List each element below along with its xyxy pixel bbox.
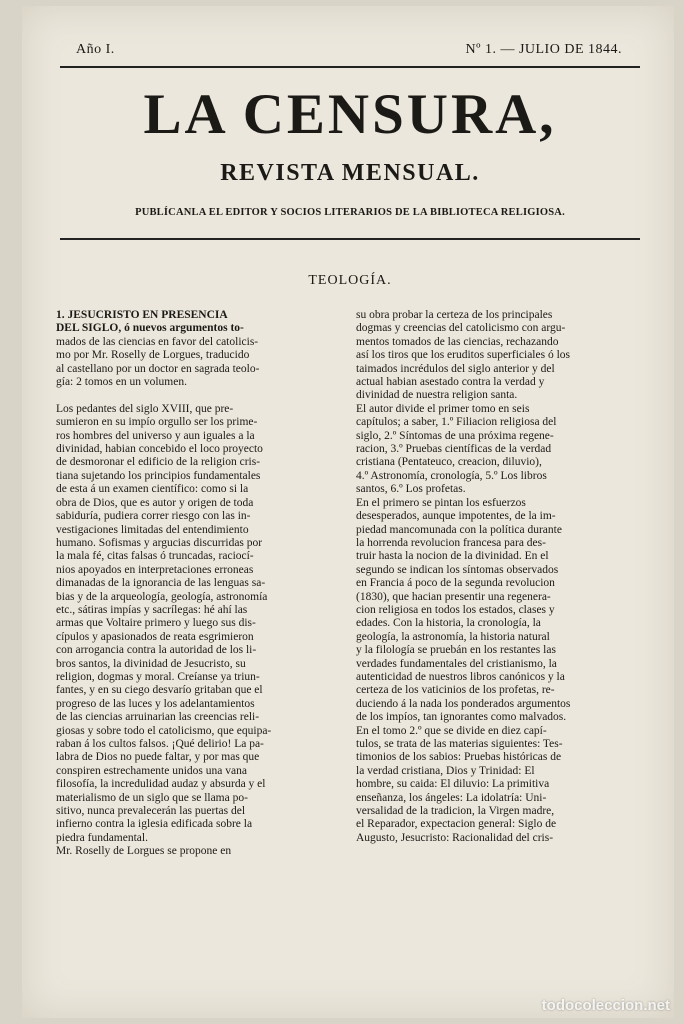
article-line: divinidad de nuestra religion santa.: [356, 389, 518, 402]
article-line: taimados incrédulos del siglo anterior y del: [356, 362, 555, 375]
article-line: certeza de los vaticinios de los profetas, re-: [356, 684, 555, 697]
article-line: religion, dogmas y moral. Creíanse ya triun-: [56, 670, 260, 683]
article-line: armas que Voltaire primero y luego sus dis-: [56, 617, 256, 630]
article-line: con arrogancia contra la autoridad de los li-: [56, 644, 257, 657]
watermark: todocoleccion.net: [541, 997, 670, 1014]
article-line: filosofía, la incredulidad audaz y absurda y el: [56, 778, 266, 791]
article-line: duciendo á la nada los ponderados argumentos: [356, 697, 571, 710]
article-line: la verdad cristiana, Dios y Trinidad: El: [356, 764, 535, 777]
article-line: la mala fé, citas falsas ó truncadas, raciocí-: [56, 550, 254, 563]
article-line: fantes, y en su ciego desvarío gritaban que el: [56, 684, 263, 697]
article-line: cípulos y apasionados de reata esgrimieron: [56, 630, 254, 643]
article-line: la horrenda revolucion francesa para des-: [356, 536, 546, 549]
article-line: humano. Sofismas y argucias discurridas por: [56, 536, 263, 549]
article-line: de las ciencias arruinarian las creencias reli-: [56, 711, 260, 724]
article-line: cion religiosa en todos los estados, clases y: [356, 603, 555, 616]
article-line: infierno contra la iglesia edificada sobre la: [56, 818, 253, 831]
article-line: truir hasta la nocion de la divinidad. En el: [356, 550, 549, 563]
article-line: santos, 6.º Los profetas.: [356, 483, 466, 496]
header-divider: [60, 238, 640, 240]
publisher-line: PUBLÍCANLA EL EDITOR Y SOCIOS LITERARIOS DE LA BIBLIOTECA RELIGIOSA.: [135, 207, 565, 218]
article-line: cristiana (Pentateuco, creacion, diluvio),: [356, 456, 542, 469]
masthead-subtitle: REVISTA MENSUAL.: [220, 160, 480, 186]
article-line: Los pedantes del siglo XVIII, que pre-: [56, 402, 234, 415]
issue-info-bar: [62, 40, 642, 62]
article-line: DEL SIGLO, ó nuevos argumentos to-: [56, 322, 244, 335]
article-column-right: [356, 309, 642, 845]
article-line: verdades fundamentales del cristianismo, la: [356, 657, 557, 670]
article-line: así los tiros que los eruditos superficiales ó los: [356, 349, 570, 362]
article-line: sumieron en su impío orgullo ser los prime-: [56, 416, 258, 429]
top-divider: [60, 66, 640, 68]
year-label: Año I.: [76, 42, 115, 57]
article-line: al castellano por un doctor en sagrada teolo-: [56, 362, 260, 375]
article-line: su obra probar la certeza de los principales: [356, 309, 553, 321]
article-line: labra de Dios no puede faltar, y por mas que: [56, 751, 260, 764]
article-line: siglo, 2.º Síntomas de una próxima regene-: [356, 429, 554, 442]
article-line: vestigaciones limitadas del entendimiento: [56, 523, 249, 536]
article-line: geología, la astronomía, la historia natural: [356, 630, 550, 643]
article-line: sitivo, nunca prevalecerán las puertas del: [56, 805, 246, 818]
article-line: En el tomo 2.º que se divide en diez capí-: [356, 724, 547, 737]
article-line: etc., sátiras impías y sacrílegas: hé ahí las: [56, 603, 248, 616]
article-line: Augusto, Jesucristo: Racionalidad del cris-: [356, 831, 554, 844]
article-line: materialismo de un siglo que se llama po-: [56, 791, 248, 804]
article-line: tulos, se trata de las materias siguientes: Tes-: [356, 738, 563, 750]
article-line: segundo se indican los síntomas observados: [356, 563, 559, 576]
article-line: tiana sujetando los principios fundamentales: [56, 469, 261, 482]
article-line: dimanadas de la ignorancia de las lenguas sa-: [56, 577, 266, 590]
masthead-title: LA CENSURA,: [143, 83, 557, 146]
article-line: dogmas y creencias del catolicismo con argu-: [356, 322, 566, 335]
article-line: mentos tomados de las ciencias, rechazando: [356, 335, 559, 348]
article-line: de los impíos, tan ignorantes como malvados.: [356, 711, 567, 724]
article-line: edades. Con la historia, la cronología, la: [356, 617, 541, 630]
article-line: progreso de las luces y los adelantamientos: [56, 697, 255, 710]
article-line: divinidad, habian concebido el loco proyecto: [56, 443, 263, 456]
article-line: giosas y sobre todo el catolicismo, que equipa-: [56, 724, 272, 737]
article-line: obra de Dios, que es autor y origen de toda: [56, 496, 254, 509]
article-line: nios apoyados en interpretaciones erroneas: [56, 563, 254, 576]
article-line: gía: 2 tomos en un volumen.: [56, 376, 187, 389]
article-line: timonios de los sabios: Pruebas históricas de: [356, 751, 562, 764]
article-line: mo por Mr. Roselly de Lorgues, traducido: [56, 349, 250, 362]
article-line: versalidad de la tradicion, la Virgen madre,: [356, 805, 555, 818]
article-line: raban á los cultos falsos. ¡Qué delirio! La pa-: [56, 738, 264, 750]
article-line: bros santos, la divinidad de Jesucristo, su: [56, 657, 246, 670]
article-line: piedra fundamental.: [56, 831, 148, 844]
article-line: actual habian asestado contra la verdad y: [356, 376, 545, 389]
article-line: Mr. Roselly de Lorgues se propone en: [56, 845, 232, 858]
article-line: piedad mancomunada con la política durante: [356, 523, 562, 536]
article-line: racion, 3.º Pruebas científicas de la verdad: [356, 443, 552, 456]
issue-date-label: Nº 1. — JULIO DE 1844.: [465, 42, 622, 57]
article-line: capítulos; a saber, 1.º Filiacion religiosa del: [356, 416, 557, 429]
article-line: bias y de la arqueología, geología, astronomía: [56, 590, 268, 603]
article-line: enseñanza, los ángeles: La idolatría: Uni-: [356, 791, 547, 804]
article-line: sabiduría, pudiera correr riesgo con las in-: [56, 510, 251, 523]
article-line: en Francia á poco de la segunda revolucion: [356, 577, 555, 590]
article-line: y la filología se pruebán en los restantes las: [356, 644, 556, 657]
article-line: mados de las ciencias en favor del catolicis-: [56, 335, 259, 348]
article-line: desesperados, aunque impotentes, de la im-: [356, 510, 556, 523]
section-title: TEOLOGÍA.: [308, 273, 392, 288]
article-line: hombre, su caida: El diluvio: La primitiva: [356, 778, 550, 791]
article-line: [56, 389, 346, 402]
article-line: 4.º Astronomía, cronología, 5.º Los libros: [356, 469, 547, 482]
article-line: (1830), que hacian presentir una regenera-: [356, 590, 551, 603]
article-line: En el primero se pintan los esfuerzos: [356, 496, 526, 509]
article-line: de desmoronar el edificio de la religion cris-: [56, 456, 261, 469]
article-line: de esta á un examen científico: como si la: [56, 483, 249, 496]
article-line: El autor divide el primer tomo en seis: [356, 402, 530, 415]
article-line: ros hombres del universo y aun iguales a la: [56, 429, 255, 442]
article-column-left: [56, 309, 346, 859]
article-line: autenticidad de nuestros libros canónicos y la: [356, 670, 565, 683]
article-line: el Reparador, expectacion general: Siglo de: [356, 818, 557, 831]
article-line: conspiren estrechamente unidos una vana: [56, 764, 247, 777]
article-line: 1. JESUCRISTO EN PRESENCIA: [56, 309, 228, 321]
